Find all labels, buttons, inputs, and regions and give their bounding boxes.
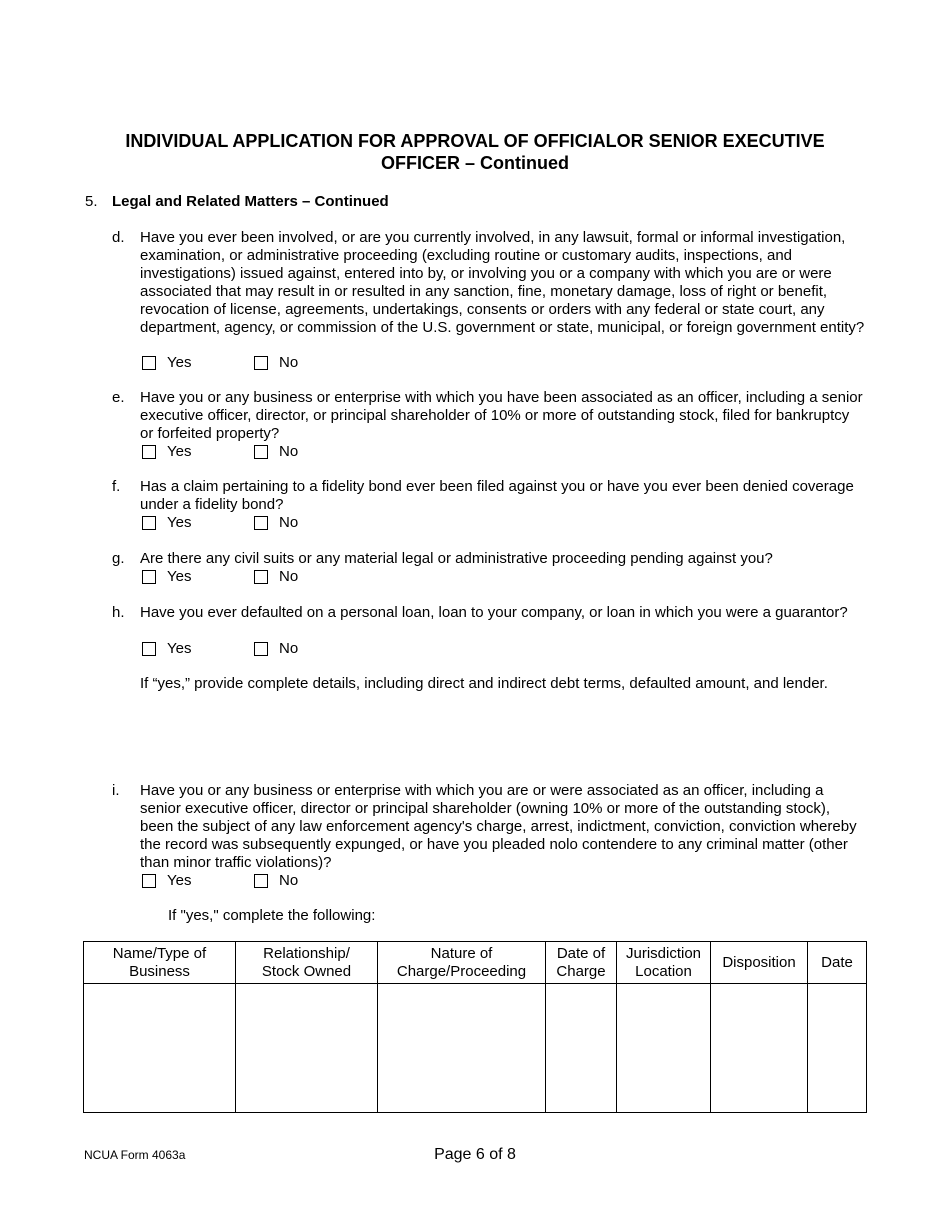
question-e-text: Have you or any business or enterprise with which you have been associated as an officer, including a senior executive officer, director, or principal shareholder of 10% or more of outstanding stock, filed for bankruptcy or forfeited property?: [140, 389, 863, 442]
header-line: Charge/Proceeding: [396, 962, 527, 980]
question-d-no-label: No: [279, 354, 299, 371]
question-h-yes-label: Yes: [167, 640, 192, 657]
question-f-answer: [140, 514, 440, 532]
page-number: Page 6 of 8: [434, 1146, 516, 1163]
header-name-type-business: [84, 942, 236, 984]
header-line: Disposition: [722, 953, 796, 971]
header-date: [808, 942, 867, 984]
question-e-no-checkbox[interactable]: [254, 445, 268, 459]
table-cell[interactable]: [617, 984, 711, 1113]
question-h-note: If “yes,” provide complete details, including direct and indirect debt terms, defaulted amount, and lender.: [140, 675, 828, 692]
question-g-answer: [140, 568, 440, 586]
header-line: Date of: [556, 944, 606, 962]
table-cell[interactable]: [236, 984, 378, 1113]
question-i-answer: [140, 872, 440, 890]
question-d-no-checkbox[interactable]: [254, 356, 268, 370]
question-e-no-label: No: [279, 443, 299, 460]
header-nature-of-charge: [378, 942, 546, 984]
page-title-line-2: OFFICER – Continued: [381, 153, 569, 173]
question-e-yes-label: Yes: [167, 443, 192, 460]
table-cell[interactable]: [546, 984, 617, 1113]
question-g-yes-checkbox[interactable]: [142, 570, 156, 584]
section-title: Legal and Related Matters – Continued: [112, 193, 389, 210]
table-cell[interactable]: [378, 984, 546, 1113]
question-i-text: Have you or any business or enterprise with which you are or were associated as an officer, including a senior executive officer, director or principal shareholder (owning 10% or more of the outstanding stock), been the subject of any law enforcement agency's charge, arrest, indictment, conviction, conviction whereby the record was subsequently expunged, or have you pleaded nolo contendere to any criminal matter (other than minor traffic violations)?: [140, 782, 857, 871]
header-line: Stock Owned: [261, 962, 352, 980]
table-cell[interactable]: [84, 984, 236, 1113]
table-cell[interactable]: [711, 984, 808, 1113]
question-i-no-label: No: [279, 872, 299, 889]
header-line: Date: [821, 953, 853, 971]
question-i-no-checkbox[interactable]: [254, 874, 268, 888]
table-header-row: [84, 942, 867, 984]
question-f-text: Has a claim pertaining to a fidelity bond ever been filed against you or have you ever been denied coverage under a fidelity bond?: [140, 478, 854, 513]
question-d-yes-label: Yes: [167, 354, 192, 371]
question-f-no-label: No: [279, 514, 299, 531]
question-f-yes-checkbox[interactable]: [142, 516, 156, 530]
question-d-answer: [140, 354, 440, 372]
question-i-note: If "yes," complete the following:: [168, 907, 376, 924]
question-g-no-label: No: [279, 568, 299, 585]
question-i-yes-label: Yes: [167, 872, 192, 889]
question-d-text: Have you ever been involved, or are you currently involved, in any lawsuit, formal or informal investigation, examination, or administrative proceeding (excluding routine or customary audits, inspections, and investigations) issued against, entered into by, or involving you or a company with which you are or were associated that may result in or resulted in any sanction, fine, monetary damage, loss of right or benefit, revocation of license, agreements, undertakings, consents or orders with any federal or state court, any department, agency, or commission of the U.S. government or state, municipal, or foreign government entity?: [140, 229, 865, 336]
question-h-yes-checkbox[interactable]: [142, 642, 156, 656]
question-h-answer: [140, 640, 440, 658]
question-h-no-label: No: [279, 640, 299, 657]
charges-table: [83, 941, 867, 1113]
question-g-no-checkbox[interactable]: [254, 570, 268, 584]
question-e-letter: e.: [112, 389, 125, 406]
question-f-no-checkbox[interactable]: [254, 516, 268, 530]
form-id: NCUA Form 4063a: [84, 1148, 186, 1162]
question-e-answer: [140, 443, 440, 461]
question-i-letter: i.: [112, 782, 120, 799]
table-cell[interactable]: [808, 984, 867, 1113]
question-d-letter: d.: [112, 229, 125, 246]
header-line: Jurisdiction: [625, 944, 702, 962]
header-line: Nature of: [430, 944, 493, 962]
question-g-text: Are there any civil suits or any material legal or administrative proceeding pending against you?: [140, 550, 773, 567]
question-h-text: Have you ever defaulted on a personal loan, loan to your company, or loan in which you were a guarantor?: [140, 604, 848, 621]
question-h-no-checkbox[interactable]: [254, 642, 268, 656]
header-jurisdiction-location: [617, 942, 711, 984]
question-e-yes-checkbox[interactable]: [142, 445, 156, 459]
header-date-of-charge: [546, 942, 617, 984]
question-g-yes-label: Yes: [167, 568, 192, 585]
table-row: [84, 984, 867, 1113]
header-relationship-stock: [236, 942, 378, 984]
question-g-letter: g.: [112, 550, 125, 567]
question-f-letter: f.: [112, 478, 121, 495]
question-h-letter: h.: [112, 604, 125, 621]
page-title-line-1: INDIVIDUAL APPLICATION FOR APPROVAL OF OFFICIALOR SENIOR EXECUTIVE: [125, 131, 825, 151]
question-d-yes-checkbox[interactable]: [142, 356, 156, 370]
header-line: Name/Type of: [112, 944, 207, 962]
header-line: Business: [129, 962, 190, 980]
header-line: Relationship/: [263, 944, 350, 962]
section-number: 5.: [85, 193, 98, 210]
header-disposition: [711, 942, 808, 984]
header-line: Charge: [556, 962, 606, 980]
question-f-yes-label: Yes: [167, 514, 192, 531]
page-title: [60, 130, 890, 174]
header-line: Location: [635, 962, 692, 980]
question-i-yes-checkbox[interactable]: [142, 874, 156, 888]
